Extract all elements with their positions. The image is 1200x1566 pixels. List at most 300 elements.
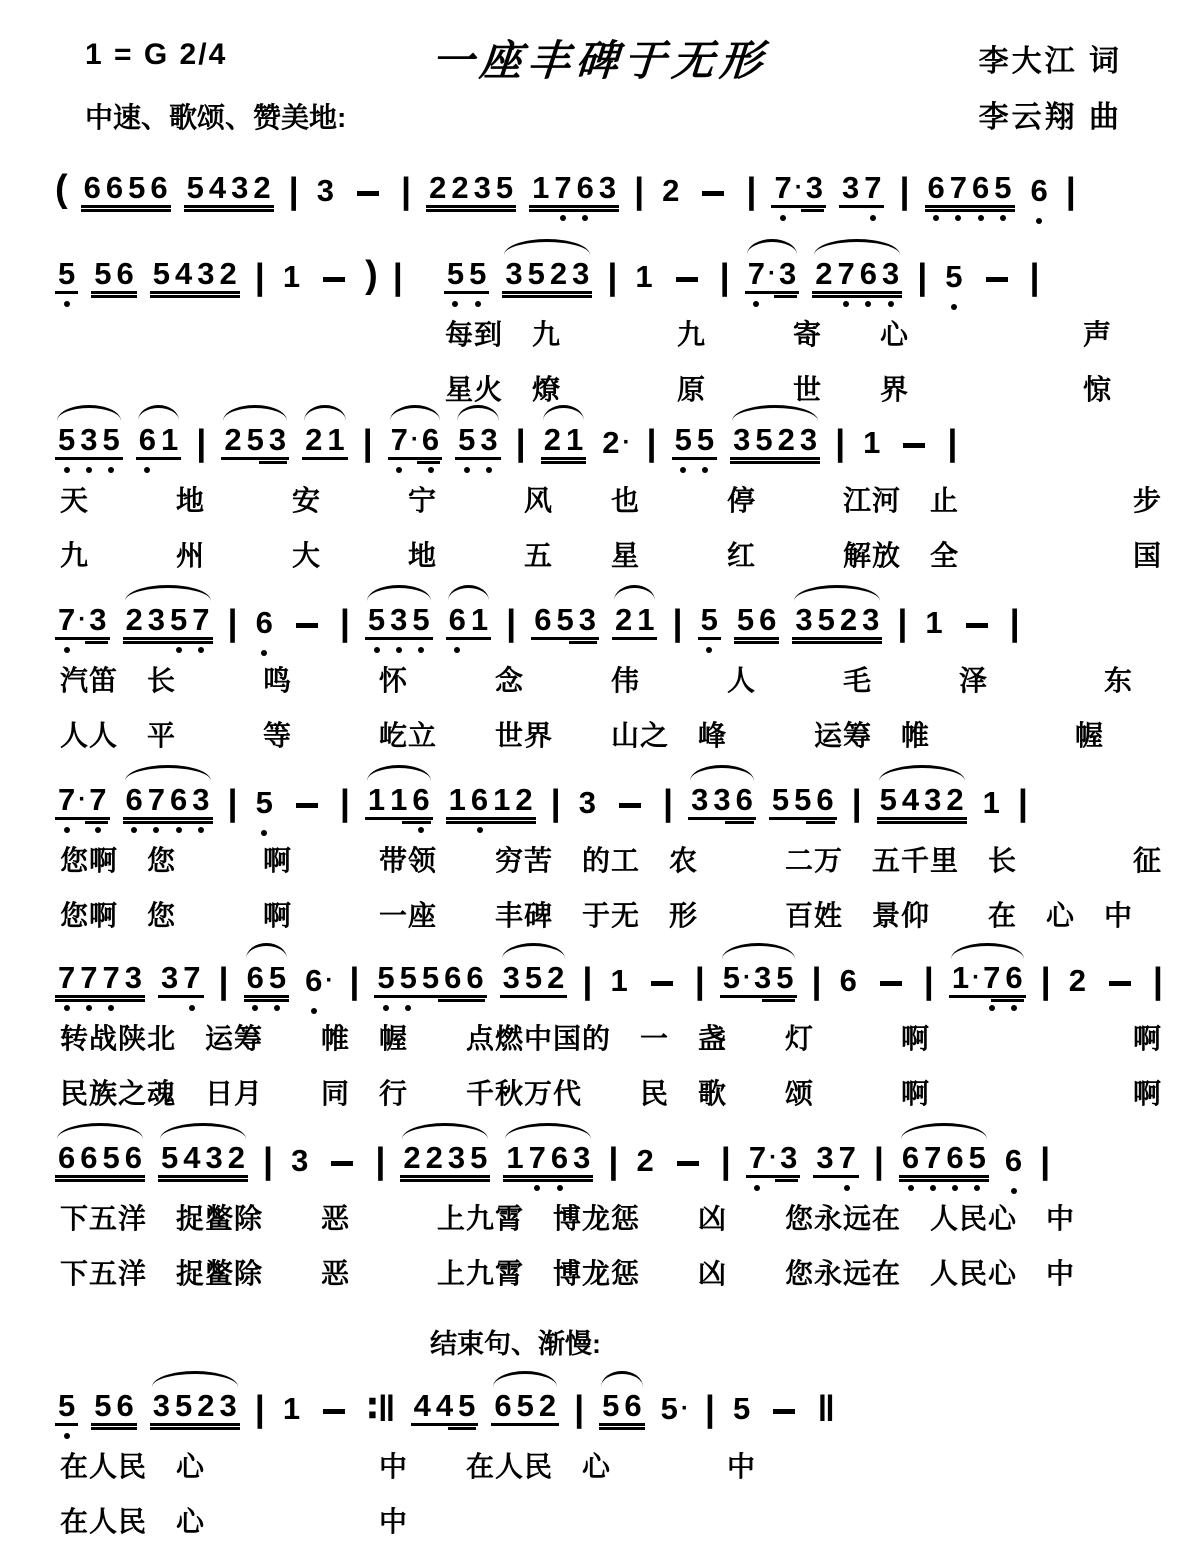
note-group	[426, 172, 516, 208]
note-digit: 3	[502, 960, 520, 995]
note-digit: 7	[80, 960, 98, 995]
slur-arc	[504, 239, 590, 255]
note-digit: 1	[610, 963, 628, 998]
barline: |	[947, 422, 958, 463]
note-group	[769, 784, 837, 820]
augmentation-dot: ·	[767, 259, 776, 287]
note-group	[730, 424, 820, 460]
note-group	[529, 172, 619, 208]
note-digit: 7	[147, 782, 165, 817]
music-system	[55, 232, 1165, 404]
note-digit: 5	[421, 960, 440, 995]
note-digit: 2	[403, 1140, 421, 1175]
note-digit: 6	[759, 602, 777, 637]
note-digit: 7	[58, 602, 76, 637]
note-digit: 3	[598, 170, 617, 205]
slur-arc	[505, 1123, 591, 1139]
note-digit: 5	[470, 1140, 488, 1175]
notes-row	[55, 1366, 1165, 1429]
note-digit: 7	[102, 960, 120, 995]
barline: |	[254, 256, 265, 297]
slur-arc	[722, 943, 795, 959]
note-group	[55, 784, 110, 820]
lyrics-row: 民族之魂 日月 同 行 千秋万代 民 歌 颂 啊 啊	[60, 1078, 1163, 1109]
note-group	[607, 965, 630, 998]
note-group	[244, 962, 290, 998]
note-digit: 6	[444, 960, 462, 995]
note-digit: 6	[816, 782, 834, 817]
augmentation-dot: ·	[78, 785, 87, 813]
slur-arc	[152, 1371, 238, 1387]
augmentation-dot: ·	[972, 963, 981, 991]
barline: |	[873, 1140, 884, 1181]
note-digit: 5	[446, 256, 465, 291]
note-group	[302, 965, 334, 998]
note-digit: 6	[946, 1140, 964, 1175]
note-digit: 1	[635, 259, 653, 294]
barline: |	[1040, 1140, 1051, 1181]
lyrics-row: 下五洋 捉鳖除 恶 上九霄 博龙惩 凶 您永远在 人民心 中	[60, 1203, 1076, 1234]
barline: |	[704, 1388, 715, 1429]
note-digit: 6	[255, 605, 273, 640]
note-digit: 6	[448, 602, 466, 637]
note-digit: 5	[152, 256, 170, 291]
slur-arc	[951, 943, 1024, 959]
note-digit: 5	[102, 1140, 120, 1175]
dash-note	[296, 623, 318, 628]
note-group	[720, 962, 797, 998]
augmentation-dot: ·	[743, 963, 752, 991]
note-digit: 2	[636, 1143, 654, 1178]
note-digit: 6	[1030, 173, 1048, 208]
note-digit: 4	[901, 782, 920, 817]
note-digit: 5	[696, 422, 715, 457]
note-group	[633, 1145, 656, 1178]
note-group	[150, 258, 240, 294]
note-digit: 5	[755, 422, 773, 457]
note-digit: 6	[735, 782, 753, 817]
note-digit: 5	[794, 782, 812, 817]
note-digit: 7	[747, 256, 765, 291]
slur-arc	[125, 765, 211, 781]
barline: |	[897, 602, 908, 643]
barline: |	[339, 782, 350, 823]
note-group	[541, 424, 587, 460]
barline: |	[1029, 256, 1040, 297]
note-digit: 7	[390, 422, 408, 457]
barline: |	[288, 170, 299, 211]
note-digit: 3	[780, 1140, 798, 1175]
note-digit: 6	[1004, 1143, 1023, 1178]
note-digit: 2	[227, 1140, 245, 1175]
note-digit: 7	[924, 1140, 942, 1175]
slur-arc	[138, 405, 180, 421]
slur-arc	[614, 585, 656, 601]
note-digit: 3	[578, 785, 596, 820]
slur-arc	[57, 1123, 143, 1139]
note-group	[411, 1390, 479, 1426]
lyrics-row: 您啊 您 啊 一座 丰碑 于无 形 百姓 景仰 在 心 中	[60, 900, 1134, 931]
dash-note	[296, 803, 318, 808]
lyrics-row: 星火 燎 原 世 界 惊	[445, 374, 1113, 405]
note-digit: 6	[246, 960, 264, 995]
note-digit: 3	[805, 170, 823, 205]
note-group	[599, 1390, 645, 1426]
notes-row	[55, 938, 1165, 1001]
note-digit: 2	[614, 602, 633, 637]
note-digit: 5	[556, 602, 574, 637]
key-signature: 1 = G 2/4	[85, 38, 228, 71]
note-group	[734, 604, 780, 640]
note-digit: 1	[282, 1391, 301, 1426]
note-digit: 1	[327, 422, 345, 457]
dash-note	[986, 277, 1008, 282]
note-digit: 5	[94, 1388, 112, 1423]
note-group	[813, 1142, 859, 1178]
note-group	[253, 607, 276, 640]
note-digit: 5	[771, 782, 790, 817]
note-digit: 2	[662, 173, 680, 208]
music-system	[55, 146, 1165, 211]
note-digit: 3	[795, 602, 813, 637]
note-digit: 5	[175, 1388, 193, 1423]
music-system	[55, 1366, 1165, 1536]
note-group	[91, 258, 137, 294]
barline: |	[339, 602, 350, 643]
note-digit: 7	[838, 1140, 856, 1175]
note-group	[839, 172, 885, 208]
slur-arc	[57, 405, 121, 421]
barline: |	[694, 960, 705, 1001]
note-group	[446, 604, 492, 640]
lyrics-row: 天 地 安 宁 风 也 停 江河 止 步	[60, 485, 1163, 516]
note-group	[1066, 965, 1089, 998]
note-digit: 6	[116, 1388, 134, 1423]
barline: |	[400, 170, 412, 211]
note-digit: 5	[736, 602, 755, 637]
note-group	[55, 424, 123, 460]
note-digit: 7	[89, 782, 107, 817]
barline: |	[851, 782, 862, 823]
note-group	[672, 424, 718, 460]
note-digit: 3	[573, 1140, 591, 1175]
note-digit: 1	[925, 605, 943, 640]
note-digit: 5	[674, 422, 692, 457]
note-digit: 1	[161, 422, 179, 457]
lyrics-row: 九 州 大 地 五 星 红 解放 全 国	[60, 540, 1163, 571]
slur-arc	[246, 943, 288, 959]
note-digit: 4	[435, 1388, 454, 1423]
slur-arc	[794, 585, 880, 601]
lyricist-credit: 李大江 词	[978, 45, 1122, 78]
parenthesis: (	[55, 168, 68, 210]
note-group	[745, 258, 800, 294]
note-digit: 6	[58, 1140, 76, 1175]
note-group	[455, 424, 501, 460]
note-digit: 7	[837, 256, 855, 291]
note-digit: 3	[691, 782, 709, 817]
slur-arc	[814, 239, 900, 255]
note-digit: 6	[901, 1140, 920, 1175]
note-digit: 7	[983, 960, 1001, 995]
note-digit: 3	[480, 422, 498, 457]
note-group	[531, 604, 599, 640]
note-group	[812, 258, 902, 294]
dash-note	[880, 981, 902, 986]
note-digit: 3	[80, 422, 98, 457]
note-digit: 5	[412, 602, 430, 637]
note-group	[925, 172, 1015, 208]
note-digit: 7	[864, 170, 882, 205]
barline: |	[646, 422, 657, 463]
parenthesis: )	[365, 254, 378, 296]
slur-arc	[601, 1371, 643, 1387]
barline: |	[1009, 602, 1020, 643]
note-group	[280, 1393, 303, 1426]
note-digit: 5	[399, 960, 417, 995]
barline: |	[349, 960, 360, 1001]
notes-row	[55, 400, 1165, 463]
note-digit: 3	[578, 602, 596, 637]
note-digit: 3	[505, 256, 523, 291]
barline: |	[607, 256, 618, 297]
note-digit: 1	[532, 170, 550, 205]
note-digit: 5	[602, 1388, 620, 1423]
slur-arc	[367, 765, 431, 781]
note-digit: 5	[58, 1388, 76, 1423]
note-digit: 2	[451, 170, 469, 205]
note-digit: 5	[469, 256, 487, 291]
barline: |	[582, 960, 593, 1001]
dash-note	[323, 1409, 345, 1414]
barline: |	[254, 1388, 265, 1429]
note-digit: 1	[637, 602, 655, 637]
note-digit: 1	[951, 960, 970, 995]
note-digit: 7	[949, 170, 968, 205]
note-digit: 3	[862, 602, 880, 637]
note-group	[221, 424, 289, 460]
barline: |	[1065, 170, 1076, 211]
note-digit: 1	[982, 785, 1000, 820]
barline: |	[263, 1140, 274, 1181]
slur-arc	[901, 1123, 987, 1139]
lyrics-row: 在人民 心 中 在人民 心 中	[60, 1451, 757, 1482]
slur-arc	[160, 1123, 246, 1139]
note-digit: 3	[799, 422, 818, 457]
dash-note	[773, 1409, 795, 1414]
note-digit: 2	[219, 256, 237, 291]
slur-arc	[732, 405, 818, 421]
slur-arc	[223, 405, 287, 421]
note-digit: 2	[515, 782, 533, 817]
note-digit: 6	[494, 1388, 512, 1423]
note-digit: 3	[124, 960, 142, 995]
note-digit: 2	[839, 602, 858, 637]
note-digit: 6	[83, 170, 101, 205]
barline: |	[923, 960, 934, 1001]
note-group	[446, 784, 536, 820]
note-digit: 6	[412, 782, 430, 817]
barline: |	[917, 256, 928, 297]
note-digit: 6	[305, 963, 323, 998]
note-digit: 6	[972, 170, 990, 205]
notes-row	[55, 580, 1165, 643]
note-digit: 3	[841, 170, 860, 205]
note-digit: 4	[183, 1140, 201, 1175]
note-digit: 7	[58, 782, 76, 817]
note-digit: 3	[316, 173, 334, 208]
barline: |	[720, 1140, 731, 1181]
note-group	[688, 784, 756, 820]
slur-arc	[747, 239, 798, 255]
note-digit: 3	[713, 782, 731, 817]
note-digit: 4	[175, 256, 193, 291]
slur-arc	[125, 585, 211, 601]
note-digit: 3	[152, 1388, 170, 1423]
dash-note	[323, 277, 345, 282]
note-digit: 5	[102, 422, 120, 457]
note-digit: 5	[458, 1388, 476, 1423]
dash-note	[676, 277, 698, 282]
note-digit: 1	[390, 782, 408, 817]
note-digit: 6	[421, 422, 440, 457]
note-digit: 3	[881, 256, 900, 291]
note-digit: 2	[549, 256, 568, 291]
note-group	[314, 175, 337, 208]
note-digit: 3	[447, 1140, 466, 1175]
lyrics-row: 转战陕北 运筹 帷 幄 点燃中国的 一 盏 灯 啊 啊	[60, 1023, 1163, 1054]
note-group	[698, 604, 721, 640]
note-digit: 6	[80, 1140, 98, 1175]
barline: |	[227, 782, 238, 823]
barline: |	[392, 256, 403, 297]
dash-note	[651, 981, 673, 986]
note-digit: 6	[534, 602, 552, 637]
notes-row	[55, 760, 1165, 823]
note-digit: 5	[161, 1140, 179, 1175]
augmentation-dot: ·	[794, 173, 803, 201]
note-digit: 2	[815, 256, 833, 291]
note-digit: 5	[58, 422, 76, 457]
lyrics-row: 下五洋 捉鳖除 恶 上九霄 博龙惩 凶 您永远在 人民心 中	[60, 1258, 1076, 1289]
note-digit: 3	[390, 602, 408, 637]
note-group	[860, 427, 883, 460]
note-group	[288, 1145, 311, 1178]
note-digit: 3	[219, 1388, 237, 1423]
note-digit: 7	[774, 170, 792, 205]
note-digit: 5	[246, 422, 264, 457]
note-group	[388, 424, 443, 460]
note-digit: 5	[994, 170, 1012, 205]
note-group	[302, 424, 348, 460]
note-group	[877, 784, 967, 820]
note-digit: 6	[138, 422, 156, 457]
music-system	[55, 760, 1165, 930]
composer-credit: 李云翔 曲	[978, 101, 1122, 134]
note-digit: 1	[448, 782, 466, 817]
augmentation-dot: ·	[410, 425, 419, 453]
dash-note	[619, 803, 641, 808]
note-group	[659, 175, 682, 208]
note-group	[922, 607, 945, 640]
note-digit: 3	[197, 256, 215, 291]
note-digit: 6	[466, 960, 484, 995]
note-digit: 2	[1068, 963, 1086, 998]
note-digit: 4	[413, 1388, 431, 1423]
note-digit: 7	[528, 1140, 546, 1175]
note-group	[612, 604, 658, 640]
note-digit: 3	[733, 422, 751, 457]
ending-tempo-label: 结束句、渐慢:	[430, 1329, 601, 1359]
note-group	[158, 1142, 248, 1178]
note-group	[1002, 1145, 1025, 1178]
dash-note	[331, 1161, 353, 1166]
note-digit: 5	[458, 422, 476, 457]
note-digit: 2	[125, 602, 143, 637]
barline: |	[196, 422, 207, 463]
note-group	[1028, 175, 1051, 208]
note-digit: 2	[946, 782, 964, 817]
barline: |	[227, 602, 238, 643]
note-digit: 5	[495, 170, 514, 205]
slur-arc	[390, 405, 441, 421]
note-digit: 6	[105, 170, 124, 205]
note-digit: 5	[732, 1391, 751, 1426]
note-digit: 3	[473, 170, 491, 205]
barline: |	[608, 1140, 619, 1181]
note-group	[253, 787, 276, 820]
note-digit: 5	[94, 256, 112, 291]
dash-note	[903, 443, 925, 448]
barline: |	[515, 422, 526, 463]
note-digit: 5	[722, 960, 741, 995]
note-group	[158, 962, 204, 998]
augmentation-dot: ·	[78, 605, 87, 633]
note-digit: 6	[124, 1140, 142, 1175]
note-group	[91, 1390, 137, 1426]
slur-arc	[502, 943, 566, 959]
note-group	[792, 604, 882, 640]
note-digit: 5	[524, 960, 543, 995]
notes-row	[55, 1118, 1165, 1181]
note-digit: 6	[116, 256, 134, 291]
tempo-marking: 中速、歌颂、赞美地:	[85, 102, 347, 133]
note-group	[444, 258, 490, 294]
note-digit: 3	[147, 602, 165, 637]
note-digit: 1	[863, 425, 881, 460]
notes-row	[55, 232, 1165, 297]
dash-note	[966, 623, 988, 628]
note-digit: 2	[429, 170, 447, 205]
note-digit: 2	[547, 960, 565, 995]
note-group	[837, 965, 860, 998]
note-digit: 5	[945, 259, 963, 294]
augmentation-dot: ·	[680, 1394, 689, 1422]
note-group	[81, 172, 171, 208]
note-digit: 5	[377, 960, 395, 995]
augmentation-dot: ·	[769, 1143, 778, 1171]
barline: |	[1152, 960, 1163, 1001]
barline: |	[218, 960, 229, 1001]
note-digit: 2	[224, 422, 242, 457]
note-digit: 3	[291, 1143, 309, 1178]
note-digit: 6	[927, 170, 945, 205]
note-digit: 5	[660, 1391, 678, 1426]
note-digit: 1	[367, 782, 386, 817]
augmentation-dot: ·	[622, 428, 631, 456]
note-digit: 6	[170, 782, 188, 817]
augmentation-dot: ·	[325, 966, 334, 994]
